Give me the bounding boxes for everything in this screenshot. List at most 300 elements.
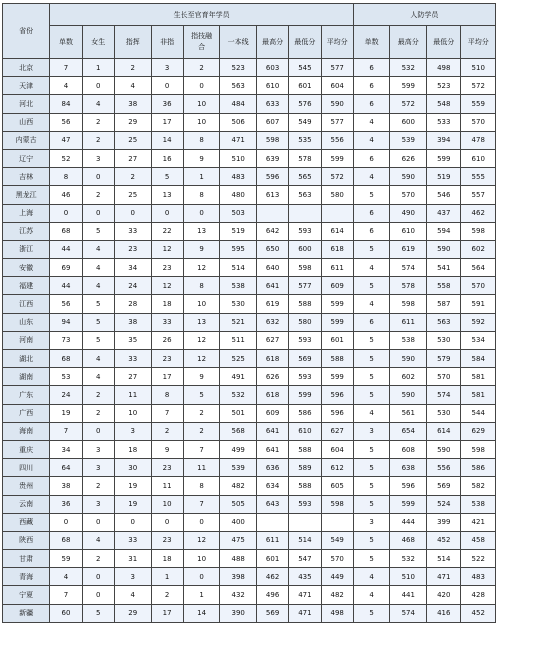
table-cell: 394 [427,131,461,149]
table-cell: 598 [461,222,496,240]
table-cell: 590 [390,350,427,368]
table-cell: 642 [256,222,288,240]
province-cell: 辽宁 [3,149,50,167]
table-cell: 5 [353,386,390,404]
table-cell: 629 [461,422,496,440]
table-cell: 654 [390,422,427,440]
table-cell: 5 [353,550,390,568]
col-header: 平均分 [321,26,353,59]
table-cell: 613 [256,186,288,204]
table-cell: 4 [50,77,82,95]
table-cell: 595 [220,240,257,258]
table-cell: 618 [256,386,288,404]
table-cell: 6 [353,59,390,77]
province-cell: 天津 [3,77,50,95]
table-cell: 3 [353,422,390,440]
table-cell: 4 [82,95,114,113]
table-cell: 0 [82,168,114,186]
province-cell: 宁夏 [3,586,50,604]
table-row [3,386,496,404]
table-cell: 590 [390,386,427,404]
table-cell: 618 [256,350,288,368]
table-cell: 0 [114,204,151,222]
table-cell: 532 [220,386,257,404]
table-cell: 530 [220,295,257,313]
table-cell: 2 [82,386,114,404]
table-cell: 16 [151,149,183,167]
table-cell: 599 [390,495,427,513]
table-cell: 3 [151,59,183,77]
table-row [3,422,496,440]
table-cell: 5 [82,331,114,349]
table-cell: 539 [390,131,427,149]
table-cell: 19 [50,404,82,422]
table-row [3,186,496,204]
table-cell: 4 [353,295,390,313]
table-cell: 3 [82,459,114,477]
table-cell: 643 [256,495,288,513]
table-body [3,59,496,623]
table-cell: 579 [427,350,461,368]
province-cell: 西藏 [3,513,50,531]
table-row [3,459,496,477]
table-cell: 496 [256,586,288,604]
table-cell: 619 [390,240,427,258]
table-cell: 24 [114,277,151,295]
table-cell: 599 [390,77,427,95]
province-cell: 陕西 [3,531,50,549]
table-row [3,604,496,622]
table-cell: 47 [50,131,82,149]
table-cell: 0 [151,204,183,222]
table-row [3,95,496,113]
table-cell: 599 [427,149,461,167]
table-cell: 534 [461,331,496,349]
table-row [3,222,496,240]
table-cell: 416 [427,604,461,622]
col-header: 最高分 [256,26,288,59]
table-cell: 34 [114,259,151,277]
table-cell: 626 [390,149,427,167]
table-cell: 452 [427,531,461,549]
table-cell: 435 [289,568,321,586]
province-cell: 广东 [3,386,50,404]
table-cell: 458 [461,531,496,549]
table-cell: 580 [321,186,353,204]
table-cell: 593 [289,222,321,240]
table-cell: 36 [50,495,82,513]
table-cell: 576 [289,95,321,113]
admission-table [2,3,496,623]
table-cell: 1 [82,59,114,77]
table-cell: 483 [461,568,496,586]
table-cell: 44 [50,240,82,258]
table-cell: 13 [183,222,220,240]
table-cell: 627 [321,422,353,440]
table-cell: 641 [256,440,288,458]
table-cell: 2 [82,113,114,131]
table-cell: 3 [82,440,114,458]
table-cell: 5 [353,440,390,458]
table-cell: 488 [220,550,257,568]
table-cell: 484 [220,95,257,113]
table-cell: 619 [256,295,288,313]
table-cell: 632 [256,313,288,331]
table-cell: 4 [82,350,114,368]
table-cell: 599 [321,368,353,386]
table-cell: 572 [321,168,353,186]
table-cell: 598 [289,259,321,277]
table-cell: 614 [427,422,461,440]
table-row [3,477,496,495]
table-cell: 84 [50,95,82,113]
table-cell: 5 [353,350,390,368]
table-cell: 580 [289,313,321,331]
table-cell: 4 [114,77,151,95]
table-cell [289,204,321,222]
table-cell: 0 [183,77,220,95]
table-cell: 5 [353,277,390,295]
province-cell: 河南 [3,331,50,349]
table-cell: 636 [256,459,288,477]
table-row [3,168,496,186]
table-cell: 5 [353,186,390,204]
table-cell: 558 [427,277,461,295]
table-cell: 23 [151,459,183,477]
table-cell: 7 [183,495,220,513]
table-cell: 2 [183,422,220,440]
table-cell: 4 [82,259,114,277]
province-cell: 安徽 [3,259,50,277]
table-cell: 640 [256,259,288,277]
table-cell: 598 [390,295,427,313]
table-cell: 514 [427,550,461,568]
table-cell: 94 [50,313,82,331]
table-cell: 9 [183,149,220,167]
table-cell: 638 [390,459,427,477]
table-cell: 23 [151,350,183,368]
table-cell: 1 [183,586,220,604]
table-cell: 5 [353,604,390,622]
table-cell: 545 [289,59,321,77]
table-cell: 53 [50,368,82,386]
col-header: 最低分 [289,26,321,59]
table-cell: 498 [427,59,461,77]
table-cell: 0 [183,513,220,531]
table-cell: 514 [220,259,257,277]
table-cell: 471 [220,131,257,149]
table-cell: 52 [50,149,82,167]
table-cell: 10 [151,495,183,513]
province-cell: 福建 [3,277,50,295]
table-cell: 4 [82,531,114,549]
table-cell: 8 [183,131,220,149]
table-cell: 12 [183,350,220,368]
table-cell: 6 [353,95,390,113]
table-cell: 2 [114,59,151,77]
table-cell: 7 [151,404,183,422]
table-cell: 574 [427,386,461,404]
table-cell: 437 [427,204,461,222]
province-cell: 吉林 [3,168,50,186]
table-cell: 11 [183,459,220,477]
table-cell: 64 [50,459,82,477]
table-cell: 641 [256,277,288,295]
table-cell: 26 [151,331,183,349]
table-cell: 598 [321,495,353,513]
table-cell: 5 [82,295,114,313]
table-cell: 541 [427,259,461,277]
table-cell: 69 [50,259,82,277]
table-cell: 570 [390,186,427,204]
table-cell: 56 [50,113,82,131]
table-row [3,531,496,549]
table-cell: 547 [289,550,321,568]
table-cell: 626 [256,368,288,386]
table-cell: 570 [461,113,496,131]
table-cell: 588 [289,295,321,313]
table-cell: 519 [427,168,461,186]
table-cell: 539 [220,459,257,477]
table-cell: 8 [183,277,220,295]
table-cell: 10 [183,550,220,568]
table-cell: 29 [114,113,151,131]
table-row [3,77,496,95]
table-row [3,568,496,586]
table-row [3,59,496,77]
table-cell: 538 [390,331,427,349]
province-cell: 北京 [3,59,50,77]
table-cell: 6 [353,313,390,331]
table-cell: 596 [321,404,353,422]
table-cell: 19 [114,495,151,513]
table-cell: 532 [390,550,427,568]
col-header: 指挥 [114,26,151,59]
table-cell: 574 [390,604,427,622]
table-cell: 4 [82,240,114,258]
table-cell: 601 [289,77,321,95]
table-cell: 596 [256,168,288,186]
table-cell: 598 [256,131,288,149]
table-cell: 530 [427,404,461,422]
table-cell: 610 [256,77,288,95]
table-cell: 0 [183,204,220,222]
province-cell: 湖南 [3,368,50,386]
table-cell [256,513,288,531]
table-cell: 17 [151,604,183,622]
table-cell: 601 [321,331,353,349]
table-cell: 8 [183,186,220,204]
table-cell: 471 [427,568,461,586]
table-row [3,277,496,295]
table-cell: 5 [353,240,390,258]
table-cell: 4 [353,404,390,422]
table-cell: 1 [151,568,183,586]
table-cell: 0 [82,568,114,586]
table-cell: 599 [321,313,353,331]
table-cell: 490 [390,204,427,222]
table-cell: 10 [183,295,220,313]
table-cell: 535 [289,131,321,149]
table-cell [256,204,288,222]
table-cell: 4 [82,368,114,386]
table-cell: 10 [114,404,151,422]
admission-table-container [2,3,496,623]
table-cell: 559 [461,95,496,113]
col-header: 女生 [82,26,114,59]
table-cell: 4 [114,586,151,604]
table-cell: 610 [461,149,496,167]
table-row [3,368,496,386]
table-cell: 2 [82,550,114,568]
table-row [3,440,496,458]
table-row [3,404,496,422]
table-cell: 544 [461,404,496,422]
table-cell: 0 [183,568,220,586]
table-cell: 611 [390,313,427,331]
table-cell: 590 [321,95,353,113]
province-cell: 云南 [3,495,50,513]
table-cell: 46 [50,186,82,204]
table-cell: 4 [50,568,82,586]
table-cell: 0 [151,77,183,95]
table-cell: 8 [151,386,183,404]
table-cell: 432 [220,586,257,604]
table-cell: 593 [289,331,321,349]
table-cell: 12 [151,240,183,258]
table-cell: 572 [390,95,427,113]
table-cell: 480 [220,186,257,204]
table-cell: 23 [151,259,183,277]
table-cell: 578 [289,149,321,167]
col-header: 平均分 [461,26,496,59]
table-cell: 564 [461,259,496,277]
table-cell: 398 [220,568,257,586]
table-cell: 572 [461,77,496,95]
table-cell: 612 [321,459,353,477]
province-cell: 山西 [3,113,50,131]
table-cell: 519 [220,222,257,240]
table-cell: 563 [427,313,461,331]
table-cell: 548 [427,95,461,113]
table-cell: 591 [461,295,496,313]
table-cell: 5 [353,495,390,513]
table-cell: 0 [82,513,114,531]
table-cell: 7 [50,422,82,440]
table-cell [321,204,353,222]
table-cell: 532 [390,59,427,77]
table-cell: 510 [220,149,257,167]
table-cell: 452 [461,604,496,622]
table-cell: 549 [321,531,353,549]
table-cell: 34 [50,440,82,458]
table-cell: 18 [114,440,151,458]
table-cell: 471 [289,586,321,604]
table-cell: 0 [151,513,183,531]
table-cell: 546 [427,186,461,204]
table-cell: 602 [461,240,496,258]
table-cell: 538 [461,495,496,513]
table-cell: 449 [321,568,353,586]
table-row [3,149,496,167]
table-cell: 471 [289,604,321,622]
table-cell: 12 [183,331,220,349]
table-cell: 0 [82,586,114,604]
table-cell: 592 [461,313,496,331]
table-cell: 596 [321,386,353,404]
table-cell: 503 [220,204,257,222]
table-cell: 5 [353,531,390,549]
table-cell: 11 [114,386,151,404]
table-cell: 10 [183,113,220,131]
table-cell: 599 [321,149,353,167]
table-cell: 441 [390,586,427,604]
table-cell: 598 [461,440,496,458]
table-cell: 68 [50,222,82,240]
table-cell: 561 [390,404,427,422]
table-cell: 491 [220,368,257,386]
table-cell: 0 [82,204,114,222]
table-cell: 13 [151,186,183,204]
table-cell: 4 [353,131,390,149]
col-header: 最低分 [427,26,461,59]
table-cell: 35 [114,331,151,349]
table-cell: 420 [427,586,461,604]
table-cell: 514 [289,531,321,549]
table-cell: 2 [82,404,114,422]
table-cell: 8 [183,477,220,495]
table-cell: 33 [114,350,151,368]
table-cell: 511 [220,331,257,349]
province-cell: 湖北 [3,350,50,368]
table-cell: 421 [461,513,496,531]
table-cell: 0 [50,513,82,531]
province-cell: 山东 [3,313,50,331]
table-cell: 68 [50,350,82,368]
table-cell: 3 [114,568,151,586]
table-row [3,513,496,531]
province-cell: 海南 [3,422,50,440]
table-cell: 38 [50,477,82,495]
table-cell: 31 [114,550,151,568]
table-cell: 482 [220,477,257,495]
table-cell: 5 [353,477,390,495]
table-cell: 2 [82,186,114,204]
table-cell: 563 [220,77,257,95]
table-cell: 599 [289,386,321,404]
table-row [3,204,496,222]
table-cell: 29 [114,604,151,622]
table-cell: 468 [390,531,427,549]
table-cell: 60 [50,604,82,622]
table-cell: 557 [461,186,496,204]
table-cell: 25 [114,186,151,204]
table-cell: 33 [151,313,183,331]
table-cell: 4 [82,277,114,295]
table-cell: 570 [427,368,461,386]
table-cell: 650 [256,240,288,258]
table-cell: 611 [321,259,353,277]
table-cell [289,513,321,531]
table-cell: 1 [183,168,220,186]
table-cell: 482 [321,586,353,604]
table-cell: 390 [220,604,257,622]
table-cell: 73 [50,331,82,349]
table-cell: 27 [114,368,151,386]
table-cell: 570 [321,550,353,568]
table-cell: 594 [427,222,461,240]
table-cell: 56 [50,295,82,313]
